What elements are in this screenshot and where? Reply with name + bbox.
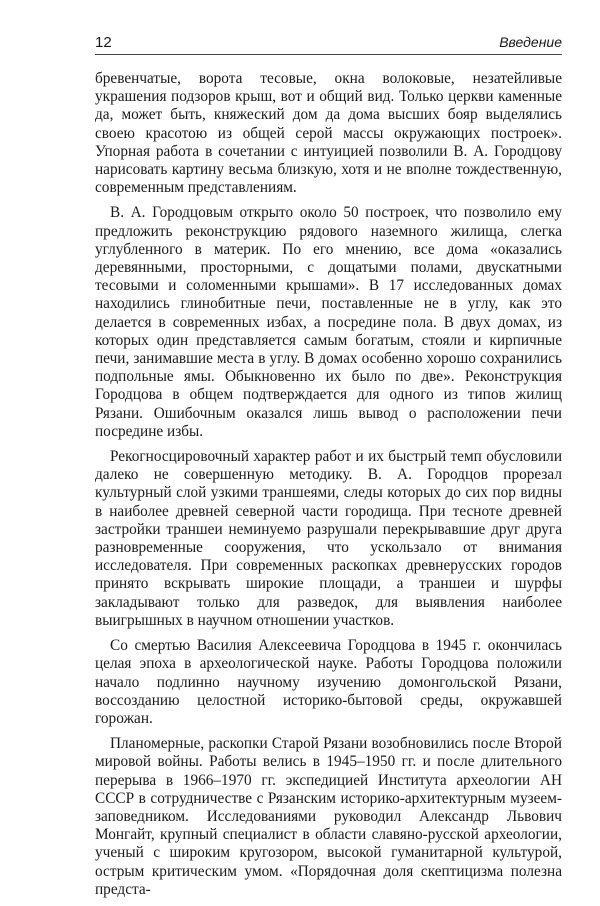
paragraph-3: Рекогносцировочный характер работ и их быстрый темп обусловили далеко не совершенную методику. В. А. Городцов прорезал культурный слой узкими траншеями, следы которых до сих пор видны в наиболее древней северной части городища. При тесноте древней застройки траншеи неминуемо разрушали перекрывавшие друг друга разновременные сооружения, что ускользало от внимания исследователя. При современных раскопках древнерусских городов принято вскрывать широкие площади, а траншеи и шурфы закладывают только для разведок, для выявления наиболее выигрышных в научном отношении участков. — [95, 448, 562, 629]
chapter-title: Введение — [499, 34, 562, 50]
paragraph-2: В. А. Городцовым открыто около 50 построек, что позволило ему предложить реконструкцию рядового наземного жилища, слегка углубленного в материк. По его мнению, все дома «оказались деревянными, просторными, с дощатыми полами, двускатными тесовыми и соломенными крышами». В 17 исследованных домах находились глинобитные печи, поставленные не в углу, как это делается в современных избах, а посредине пола. В двух домах, из которых один представляется самым богатым, стояли и кирпичные печи, занимавшие места в углу. В домах особенно хорошо сохранились подпольные ямы. Обыкновенно их было по две». Реконструкция Городцова в общем подтверждается для одного из типов жилищ Рязани. Ошибочным оказался лишь вывод о расположении печи посредине избы. — [95, 204, 562, 440]
paragraph-4: Со смертью Василия Алексеевича Городцова в 1945 г. окончилась целая эпоха в археологической науке. Работы Городцова положили начало подлинно научному изучению домонгольской Рязани, воссозданию целостной историко-бытовой среды, окружавшей горожан. — [95, 637, 562, 727]
paragraph-1: бревенчатые, ворота тесовые, окна волоковые, незатейливые украшения подзоров крыш, вот и общий вид. Только церкви каменные да, может быть, княжеский дом да дома высших бояр выделялись своею красотою из общей серой массы окружающих построек». Упорная работа в сочетании с интуицией позволили В. А. Городцову нарисовать картину весьма близкую, хотя и не вполне тождественную, современным представлениям. — [95, 70, 562, 197]
paragraph-5: Планомерные, раскопки Старой Рязани возобновились после Второй мировой войны. Работы велись в 1945–1950 гг. и после длительного перерыва в 1966–1970 гг. экспедицией Института археологии АН СССР в сотрудничестве с Рязанским историко-архитектурным музеем-заповедником. Исследованиями руководил Александр Львович Монгайт, крупный специалист в области славяно-русской археологии, ученый с широким кругозором, высокой гуманитарной культурой, острым критическим умом. «Порядочная доля скептицизма полезна предста- — [95, 735, 562, 898]
running-header — [95, 28, 562, 55]
page-number: 12 — [95, 34, 112, 51]
body-text — [95, 70, 562, 906]
